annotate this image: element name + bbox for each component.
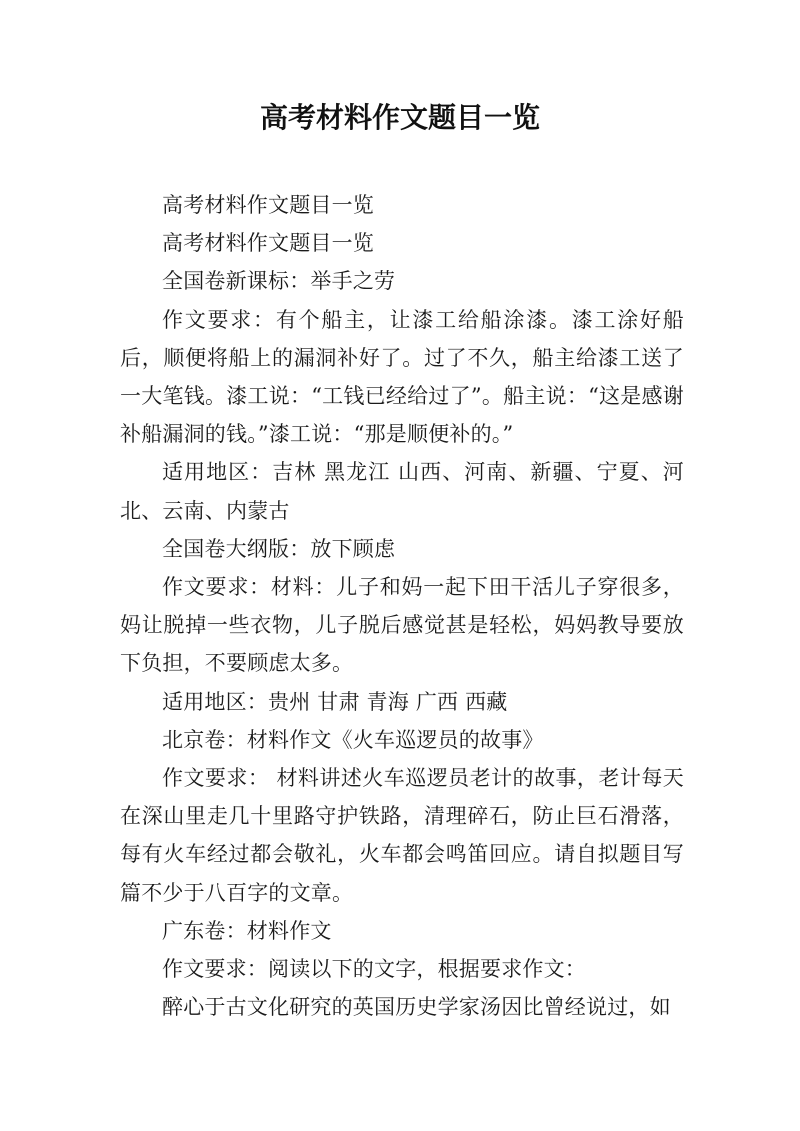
paragraph: 作文要求：有个船主，让漆工给船涂漆。漆工涂好船后，顺便将船上的漏洞补好了。过了不久，船主给漆工送了一大笔钱。漆工说：“工钱已经给过了”。船主说：“这是感谢补船漏洞的钱。”漆工说：“那是顺便补的。” [120,307,684,447]
paragraph: 北京卷：材料作文《火车巡逻员的故事》 [162,727,544,752]
paragraph: 高考材料作文题目一览 [162,231,374,256]
paragraph: 醉心于古文化研究的英国历史学家汤因比曾经说过，如 [162,995,671,1020]
paragraph: 广东卷：材料作文 [162,918,332,943]
paragraph: 高考材料作文题目一览 [162,193,374,217]
document-body [120,186,684,1026]
paragraph: 全国卷新课标：举手之劳 [162,269,396,294]
document-title: 高考材料作文题目一览 [259,101,540,134]
paragraph: 适用地区：贵州 甘肃 青海 广西 西藏 [162,689,508,714]
paragraph: 全国卷大纲版：放下顾虑 [162,536,396,561]
paragraph: 作文要求： 材料讲述火车巡逻员老计的故事，老计每天在深山里走几十里路守护铁路，清理碎石，防止巨石滑落，每有火车经过都会敬礼，火车都会鸣笛回应。请自拟题目写篇不少于八百字的文章。 [120,766,684,905]
paragraph: 适用地区：吉林 黑龙江 山西、河南、新疆、宁夏、河北、云南、内蒙古 [120,460,684,523]
paragraph: 作文要求：材料：儿子和妈一起下田干活儿子穿很多，妈让脱掉一些衣物，儿子脱后感觉甚是轻松，妈妈教导要放下负担，不要顾虑太多。 [120,575,684,676]
paragraph: 作文要求：阅读以下的文字，根据要求作文： [162,957,586,982]
